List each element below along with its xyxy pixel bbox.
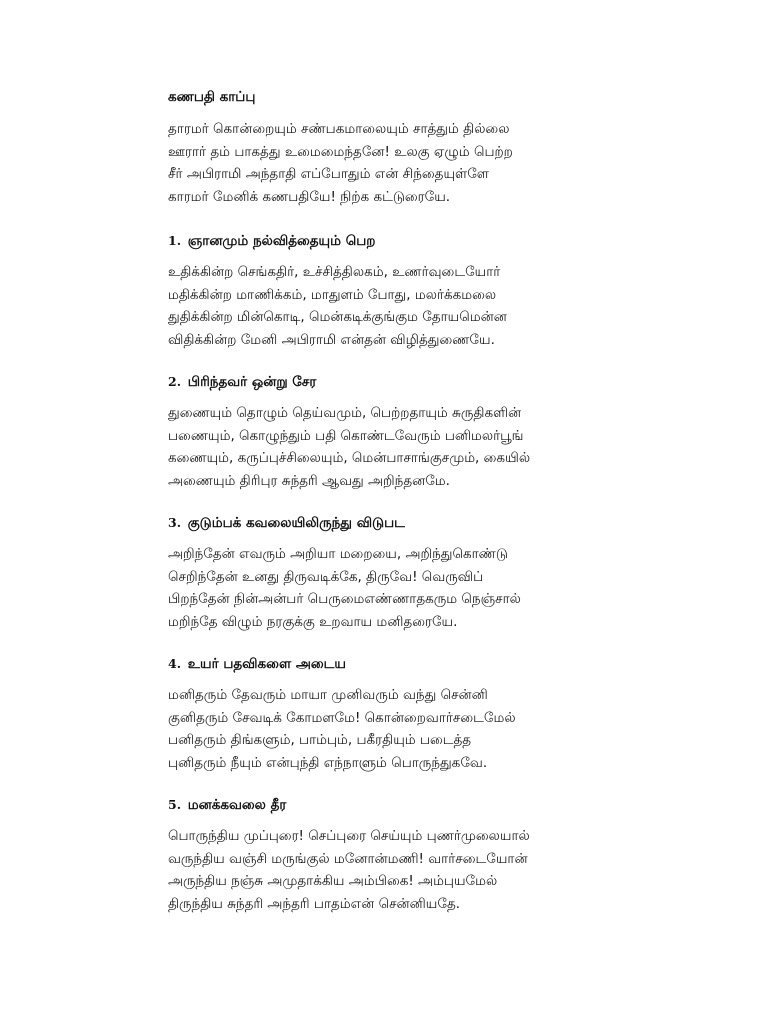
verse-line: துணையும் தொழும் தெய்வமும், பெற்றதாயும் சுருதிகளின் — [168, 405, 522, 421]
section-heading — [168, 653, 728, 675]
section-title: குடும்பக் கவலையிலிருந்து விடுபட — [187, 515, 405, 531]
section-4 — [168, 653, 728, 774]
verse-line: உதிக்கின்ற செங்கதிர், உச்சித்திலகம், உணர்வுடையோர் — [168, 264, 501, 280]
verse-line: செறிந்தேன் உனது திருவடிக்கே, திருவே! வெருவிப் — [168, 568, 484, 585]
section-number: 2. — [168, 374, 182, 389]
verse-line: மனிதரும் தேவரும் மாயா முனிவரும் வந்து சென்னி — [168, 687, 488, 703]
section-3 — [168, 512, 728, 633]
verse-line: குனிதரும் சேவடிக் கோமளமே! கொன்றைவார்சடைமேல் — [168, 709, 516, 726]
section-heading — [168, 512, 728, 534]
verse-line: திருந்திய சுந்தரி அந்தரி பாதம்என் சென்னியதே. — [168, 895, 461, 912]
section-title: ஞானமும் நல்வித்தையும் பெற — [187, 233, 376, 249]
verse-line: பொருந்திய முப்புரை! செப்புரை செய்யும் புணர்முலையால் — [168, 828, 530, 844]
section-number: 1. — [168, 233, 182, 248]
verse-line: பணையும், கொழுந்தும் பதி கொண்டவேரும் பனிமலர்பூங் — [168, 427, 524, 444]
verse-line: வருந்திய வஞ்சி மருங்குல் மனோன்மணி! வார்சடையோன் — [168, 850, 528, 867]
verse-line: மறிந்தே விழும் நரகுக்கு உறவாய மனிதரையே. — [168, 613, 458, 630]
verse-line: பனிதரும் திங்களும், பாம்பும், பகீரதியும் படைத்த — [168, 732, 472, 748]
verse-line: மதிக்கின்ற மாணிக்கம், மாதுளம் போது, மலர்க்கமலை — [168, 286, 497, 303]
section-number: 5. — [168, 797, 182, 812]
section-title: மனக்கவலை தீர — [187, 797, 287, 813]
section-verse — [168, 543, 728, 633]
section-title: பிரிந்தவர் ஒன்று சேர — [187, 374, 317, 390]
section-5 — [168, 794, 728, 915]
invocation-block — [168, 86, 728, 208]
verse-line: சீர் அபிராமி அந்தாதி எப்போதும் என் சிந்தையுள்ளே — [168, 166, 489, 182]
section-number: 4. — [168, 656, 182, 671]
section-number: 3. — [168, 515, 182, 530]
verse-line: ஊரார் தம் பாகத்து உமைமைந்தனே! உலகு ஏழும் பெற்ற — [168, 143, 513, 160]
section-verse — [168, 261, 728, 351]
document-page — [168, 86, 728, 935]
document-title: கணபதி காப்பு — [168, 89, 256, 105]
section-heading — [168, 371, 728, 393]
invocation-verse — [168, 118, 728, 208]
verse-line: பிறந்தேன் நின்அன்பர் பெருமைஎண்ணாதகரும நெஞ்சால் — [168, 591, 521, 607]
section-verse — [168, 825, 728, 915]
verse-line: புனிதரும் நீயும் என்புந்தி எந்நாளும் பொருந்துகவே. — [168, 754, 488, 771]
section-verse — [168, 684, 728, 774]
section-1 — [168, 230, 728, 351]
verse-line: அருந்திய நஞ்சு அமுதாக்கிய அம்பிகை! அம்புயமேல் — [168, 873, 498, 889]
verse-line: அணையும் திரிபுர சுந்தரி ஆவது அறிந்தனமே. — [168, 472, 450, 489]
section-heading — [168, 794, 728, 816]
verse-line: விதிக்கின்ற மேனி அபிராமி என்தன் விழித்துணையே. — [168, 331, 495, 348]
section-heading — [168, 230, 728, 252]
section-verse — [168, 402, 728, 492]
verse-line: துதிக்கின்ற மின்கொடி, மென்கடிக்குங்கும தோயமென்ன — [168, 309, 507, 325]
section-title: உயர் பதவிகளை அடைய — [187, 656, 346, 672]
verse-line: காரமர் மேனிக் கணபதியே! நிற்க கட்டுரையே. — [168, 188, 451, 205]
section-2 — [168, 371, 728, 492]
verse-line: அறிந்தேன் எவரும் அறியா மறையை, அறிந்துகொண்டு — [168, 546, 508, 562]
verse-line: தாரமர் கொன்றையும் சண்பகமாலையும் சாத்தும் தில்லை — [168, 121, 510, 137]
verse-line: கணையும், கருப்புச்சிலையும், மென்பாசாங்குசமும், கையில் — [168, 450, 531, 466]
